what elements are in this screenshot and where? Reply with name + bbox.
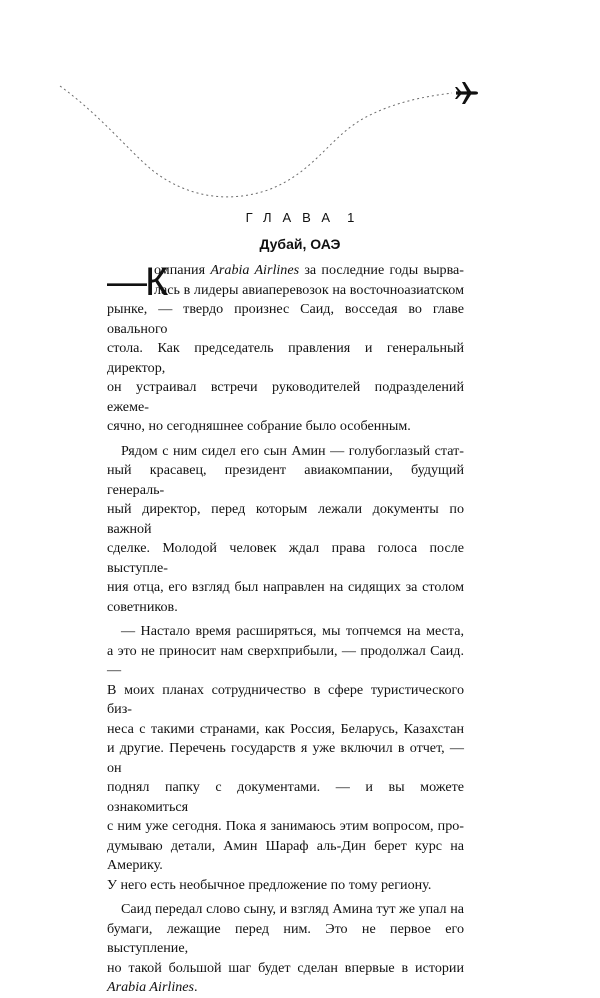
text-line: лась в лидеры авиаперевозок на восточноазиатском bbox=[154, 281, 464, 298]
text-line: Arabia Airlines. bbox=[107, 979, 198, 995]
drop-cap: —К bbox=[107, 260, 167, 304]
airplane-icon bbox=[455, 82, 478, 104]
airline-name: Arabia Airlines bbox=[107, 979, 195, 995]
text-line: бумаги, лежащие перед ним. Это не первое его выступление, bbox=[107, 920, 464, 956]
text-line: омпания Arabia Airlines за последние годы вырва- bbox=[154, 262, 465, 278]
text-line: сячно, но сегодняшнее собрание было особенным. bbox=[107, 418, 411, 434]
chapter-label: ГЛАВА bbox=[245, 210, 342, 225]
chapter-number: 1 bbox=[347, 210, 355, 225]
text-line: и другие. Перечень государств я уже включил в отчет, — он bbox=[107, 740, 464, 776]
text-line: но такой большой шаг будет сделан впервые в истории bbox=[107, 959, 464, 976]
text-line: Рядом с ним сидел его сын Амин — голубоглазый стат- bbox=[121, 442, 464, 459]
text-line: советников. bbox=[107, 598, 178, 615]
text-line: ния отца, его взгляд был направлен на сидящих за столом bbox=[107, 579, 464, 595]
text-line: сделке. Молодой человек ждал права голоса после выступле- bbox=[107, 540, 464, 576]
text-line: ный директор, перед которым лежали документы по важной bbox=[107, 501, 464, 537]
text-line: рынке, — твердо произнес Саид, восседая во главе овального bbox=[107, 301, 464, 337]
text-line: ный красавец, президент авиакомпании, будущий генераль- bbox=[107, 462, 464, 498]
text-line: неса с такими странами, как Россия, Беларусь, Казахстан bbox=[107, 720, 464, 737]
dashed-flight-trail bbox=[60, 86, 452, 197]
text-line: поднял папку с документами. — и вы можете ознакомиться bbox=[107, 779, 464, 815]
paragraph-1-first-lines bbox=[107, 260, 465, 304]
chapter-location: Дубай, ОАЭ bbox=[259, 236, 341, 252]
text-line: думываю детали, Амин Шараф аль-Дин берет курс на Америку. bbox=[107, 837, 464, 873]
airline-name: Arabia Airlines bbox=[210, 262, 300, 278]
flight-path-decoration bbox=[0, 0, 600, 220]
text-line: В моих планах сотрудничество в сфере туристического биз- bbox=[107, 681, 464, 717]
text-line: Саид передал слово сыну, и взгляд Амина тут же упал на bbox=[121, 901, 464, 917]
chapter-heading bbox=[0, 210, 600, 225]
text-line: — Настало время расширяться, мы топчемся на места, bbox=[121, 623, 464, 639]
text-line: с ним уже сегодня. Пока я занимаюсь этим вопросом, про- bbox=[107, 818, 464, 834]
text-line: У него есть необычное предложение по тому региону. bbox=[107, 876, 432, 893]
body-text bbox=[107, 261, 464, 998]
text-line: стола. Как председатель правления и генеральный директор, bbox=[107, 340, 464, 376]
text-line: а это не приносит нам сверхприбыли, — продолжал Саид. — bbox=[107, 642, 464, 678]
text-line: он устраивал встречи руководителей подразделений ежеме- bbox=[107, 379, 464, 415]
